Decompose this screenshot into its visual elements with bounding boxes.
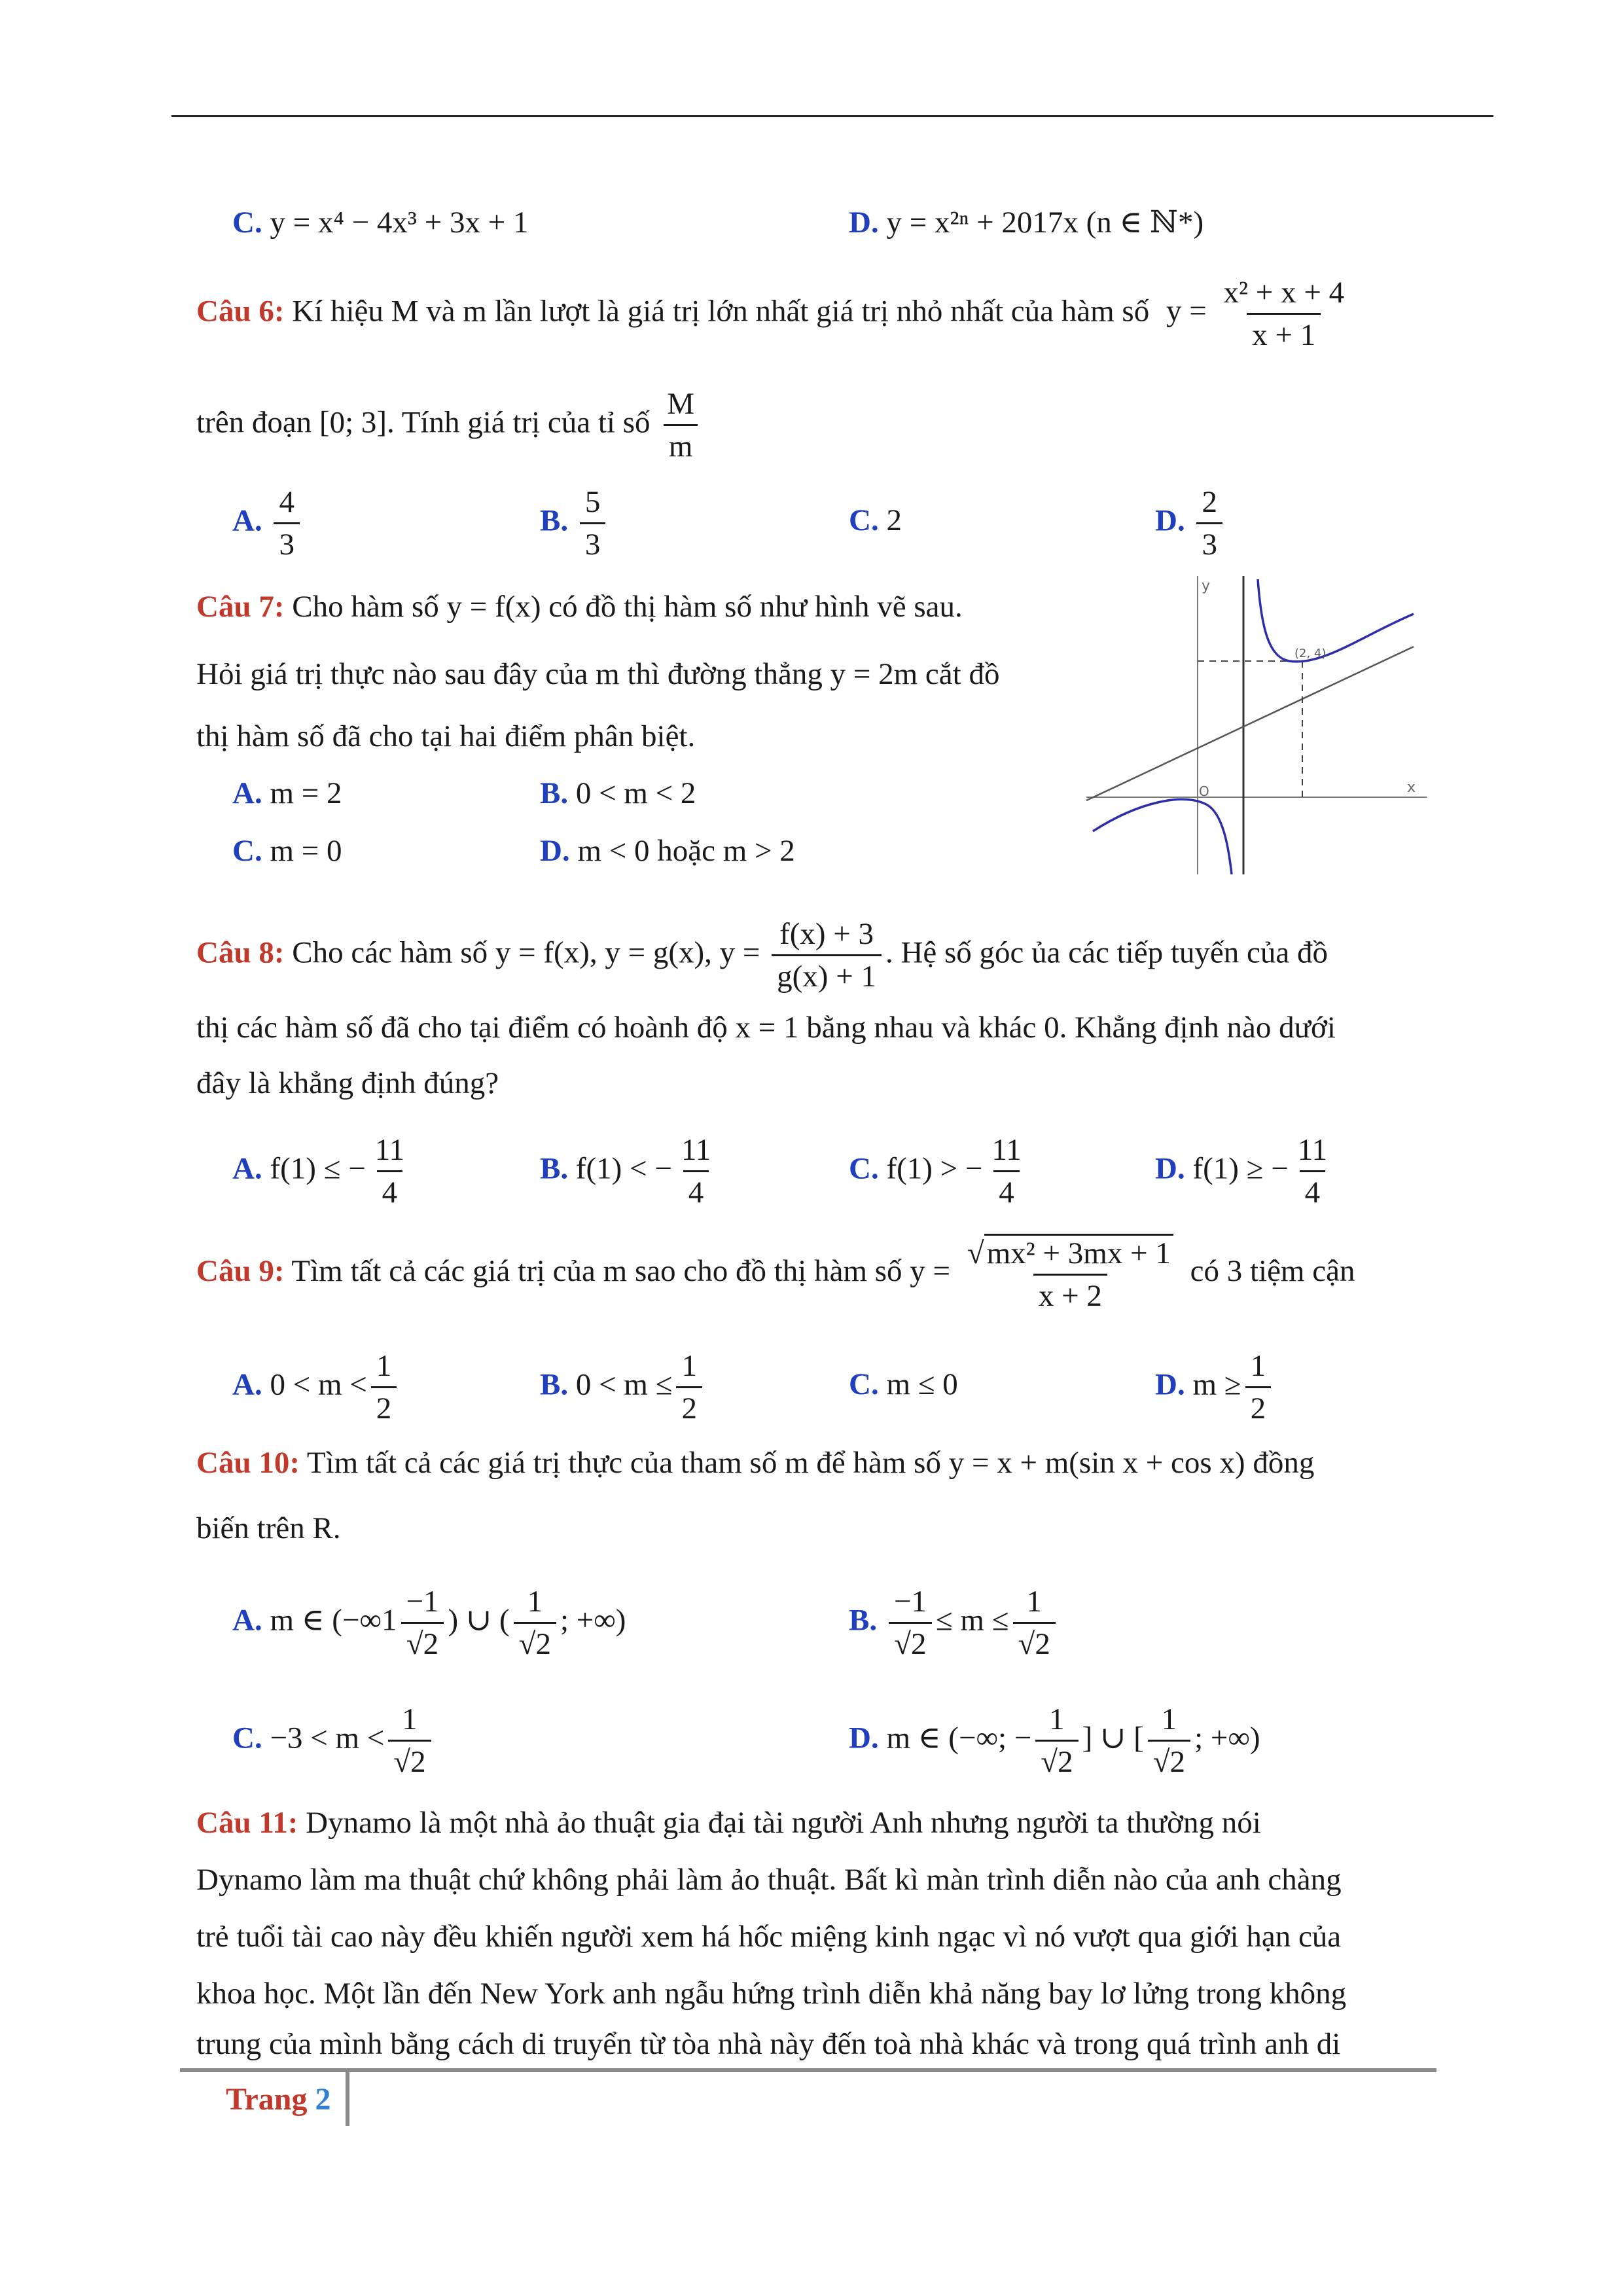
q6-function-fraction: $\frac{\text{x² + x + 4}}{x + 1}$ bbox=[1223, 276, 1345, 353]
q9-question: Câu 9: Tìm tất cả các giá trị của m sao cho đồ thị hàm số y = $\frac{\text{√mx² + 3mx + 1}}{x + 2}$ có 3 tiệm cận bbox=[196, 1234, 1355, 1314]
q8-option-b: B. f(1) < − $\frac{11}{4}$ bbox=[540, 1133, 711, 1210]
y-axis-label: y bbox=[1202, 578, 1211, 594]
q8-option-c: C. f(1) > − $\frac{11}{4}$ bbox=[849, 1133, 1022, 1210]
q7-question-line3: thị hàm số đã cho tại hai điểm phân biệt. bbox=[196, 719, 696, 753]
q9-option-b: B. 0 < m ≤ $\frac{1}{2}$ bbox=[540, 1348, 706, 1426]
q11-line-5: trung của mình bằng cách di truyển từ tòa nhà này đến toà nhà khác và trong quá trình anh di bbox=[196, 2027, 1341, 2061]
q7-option-a: A. m = 2 bbox=[232, 776, 342, 810]
q8-option-d: D. f(1) ≥ − $\frac{11}{4}$ bbox=[1155, 1133, 1327, 1210]
header-rule bbox=[171, 115, 1493, 117]
q6-option-d: D. $\frac{2}{3}$ bbox=[1155, 484, 1226, 562]
point-label: (2, 4) bbox=[1294, 647, 1327, 660]
q5-option-c: C. y = x⁴ − 4x³ + 3x + 1 bbox=[232, 206, 529, 240]
q9-option-a: A. 0 < m < $\frac{1}{2}$ bbox=[232, 1348, 401, 1426]
q7-question-line1: Câu 7: Cho hàm số y = f(x) có đồ thị hàm số như hình vẽ sau. bbox=[196, 590, 963, 624]
q10-question-line1: Câu 10: Tìm tất cả các giá trị thực của tham số m để hàm số y = x + m(sin x + cos x) đồng bbox=[196, 1446, 1315, 1480]
q11-line-3: trẻ tuổi tài cao này đều khiến người xem há hốc miệng kinh ngạc vì nó vượt qua giới hạn của bbox=[196, 1920, 1342, 1954]
origin-label: O bbox=[1199, 783, 1209, 799]
q8-question-line2: thị các hàm số đã cho tại điểm có hoành độ x = 1 bằng nhau và khác 0. Khẳng định nào dưới bbox=[196, 1011, 1336, 1045]
q6-option-a: A. $\frac{4}{3}$ bbox=[232, 484, 304, 562]
q7-option-b: B. 0 < m < 2 bbox=[540, 776, 696, 810]
q8-question-line1: Câu 8: Cho các hàm số y = f(x), y = g(x), y = $\frac{f(x) + 3}{g(x) + 1}$ . Hệ số góc ủa các tiếp tuyến của đồ bbox=[196, 917, 1328, 994]
q6-ratio-fraction: $\frac{M}{m}$ bbox=[662, 386, 700, 464]
q6-option-b: B. $\frac{5}{3}$ bbox=[540, 484, 609, 562]
q6-question-line2: trên đoạn [0; 3]. Tính giá trị của tỉ số $\frac{M}{m}$ bbox=[196, 386, 704, 464]
q9-option-d: D. m ≥ $\frac{1}{2}$ bbox=[1155, 1348, 1275, 1426]
oblique-asymptote bbox=[1086, 647, 1414, 800]
q11-line-2: Dynamo làm ma thuật chứ không phải làm ảo thuật. Bất kì màn trình diễn nào của anh chàng bbox=[196, 1863, 1342, 1897]
q10-option-c: C. −3 < m < $\frac{1}{√2}$ bbox=[232, 1702, 435, 1780]
page-number: Trang 2 bbox=[226, 2082, 331, 2117]
q10-question-line2: biến trên R. bbox=[196, 1511, 341, 1545]
left-branch-curve bbox=[1093, 799, 1232, 874]
q10-option-a: A. m ∈ (−∞1 $\frac{-1}{√2}$ ) ∪ ( $\frac{1}{√2}$ ; +∞) bbox=[232, 1585, 626, 1662]
q10-option-d: D. m ∈ (−∞; − $\frac{1}{√2}$ ] ∪ [ $\frac{1}{√2}$ ; +∞) bbox=[849, 1702, 1260, 1780]
q6-option-c: C. 2 bbox=[849, 503, 902, 537]
q10-option-b: B. $\frac{-1}{√2}$ ≤ m ≤ $\frac{1}{√2}$ bbox=[849, 1584, 1060, 1662]
right-branch-curve bbox=[1258, 579, 1414, 662]
x-axis-label: x bbox=[1407, 780, 1416, 796]
q8-option-a: A. f(1) ≤ − $\frac{11}{4}$ bbox=[232, 1133, 404, 1210]
q11-line-4: khoa học. Một lần đến New York anh ngẫu hứng trình diễn khả năng bay lơ lửng trong không bbox=[196, 1977, 1347, 2011]
q11-line-1: Câu 11: Dynamo là một nhà ảo thuật gia đại tài người Anh nhưng người ta thường nói bbox=[196, 1806, 1261, 1840]
q6-question: Câu 6: Kí hiệu M và m lần lượt là giá trị lớn nhất giá trị nhỏ nhất của hàm số y = $\frac{\text{x² + x + 4}}{x + 1}$ bbox=[196, 275, 1353, 353]
q7-option-c: C. m = 0 bbox=[232, 834, 342, 868]
q7-option-d: D. m < 0 hoặc m > 2 bbox=[540, 834, 795, 868]
footer-rule bbox=[180, 2068, 1436, 2072]
footer-separator bbox=[346, 2072, 349, 2126]
q7-question-line2: Hỏi giá trị thực nào sau đây của m thì đường thẳng y = 2m cắt đồ bbox=[196, 657, 1000, 691]
q7-function-graph bbox=[1086, 576, 1427, 874]
q9-option-c: C. m ≤ 0 bbox=[849, 1367, 958, 1401]
q5-option-d: D. y = x²ⁿ + 2017x (n ∈ ℕ*) bbox=[849, 206, 1204, 240]
q8-question-line3: đây là khẳng định đúng? bbox=[196, 1066, 499, 1100]
